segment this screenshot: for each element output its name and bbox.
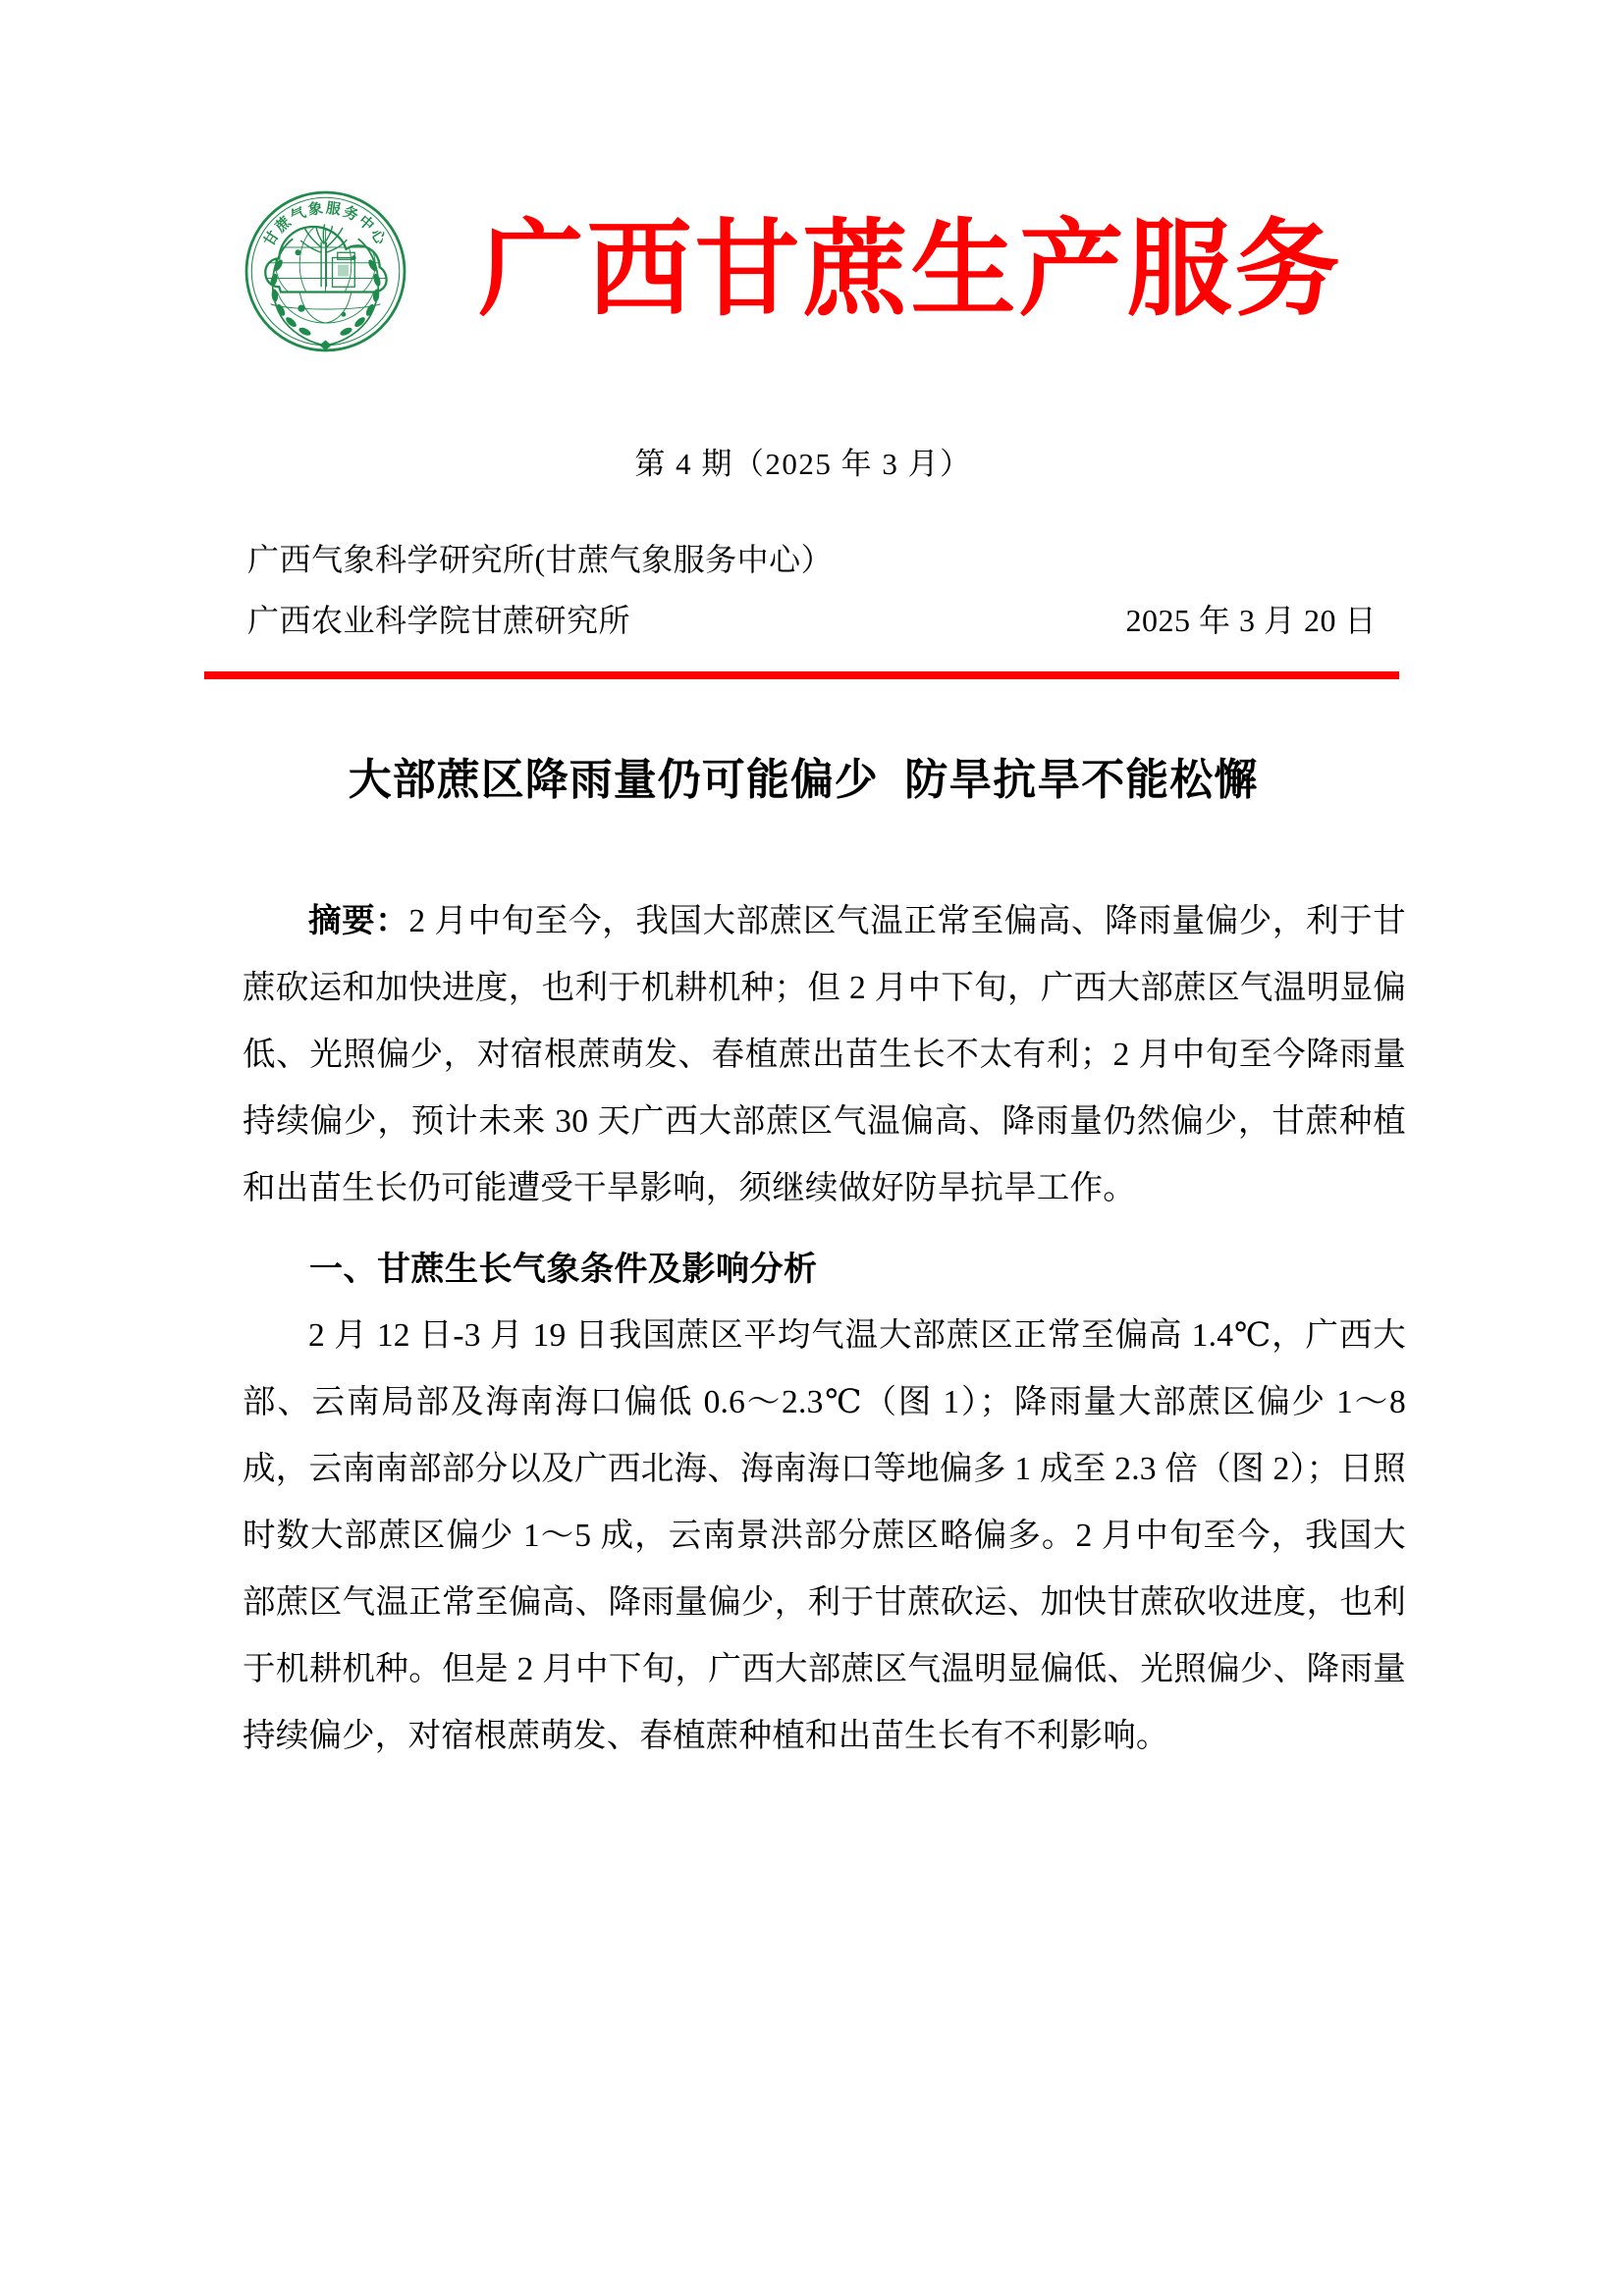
issue-line: 第 4 期（2025 年 3 月） <box>634 447 972 481</box>
svg-text:甘蔗气象服务中心: 甘蔗气象服务中心 <box>261 200 390 249</box>
organization-block <box>247 535 1406 657</box>
masthead-title: 广西甘蔗生产服务 <box>478 212 1343 329</box>
section-heading-1: 一、甘蔗生长气象条件及影响分析 <box>309 1251 818 1288</box>
organization-name-secondary: 广西农业科学院甘蔗研究所 <box>247 603 631 638</box>
abstract-paragraph <box>243 888 1406 1222</box>
publication-date: 2025 年 3 月 20 日 <box>1125 603 1377 638</box>
abstract-text: 2 月中旬至今，我国大部蔗区气温正常至偏高、降雨量偏少，利于甘蔗砍运和加快进度，也利于机耕机种；但 2 月中下旬，广西大部蔗区气温明显偏低、光照偏少，对宿根蔗萌发、春植蔗出苗生长不太有利；2 月中旬至今降雨量持续偏少，预计未来 30 天广西大部蔗区气温偏高、降雨量仍然偏少，甘蔗种植和出苗生长仍可能遭受干旱影响，须继续做好防旱抗旱工作。 <box>243 903 1406 1206</box>
abstract-label: 摘要： <box>308 903 409 939</box>
article-body <box>243 888 1406 1770</box>
sugarcane-meteorological-service-center-seal-icon <box>240 186 411 357</box>
masthead <box>204 192 1402 349</box>
organization-row-secondary <box>247 596 1406 657</box>
organization-name-primary: 广西气象科学研究所(甘蔗气象服务中心） <box>247 542 834 577</box>
red-divider-rule <box>204 671 1399 679</box>
article-headline: 大部蔗区降雨量仍可能偏少 防旱抗旱不能松懈 <box>348 756 1259 804</box>
organization-row-primary <box>247 535 1406 596</box>
section-paragraph-1: 2 月 12 日-3 月 19 日我国蔗区平均气温大部蔗区正常至偏高 1.4℃，广西大部、云南局部及海南海口偏低 0.6～2.3℃（图 1）；降雨量大部蔗区偏少 1～8 成，云南南部部分以及广西北海、海南海口等地偏多 1 成至 2.3 倍（图 2）；日照时数大部蔗区偏少 1～5 成，云南景洪部分蔗区略偏多。2 月中旬至今，我国大部蔗区气温正常至偏高、降雨量偏少，利于甘蔗砍运、加快甘蔗砍收进度，也利于机耕机种。但是 2 月中下旬，广西大部蔗区气温明显偏低、光照偏少、降雨量持续偏少，对宿根蔗萌发、春植蔗种植和出苗生长有不利影响。 <box>243 1317 1406 1754</box>
